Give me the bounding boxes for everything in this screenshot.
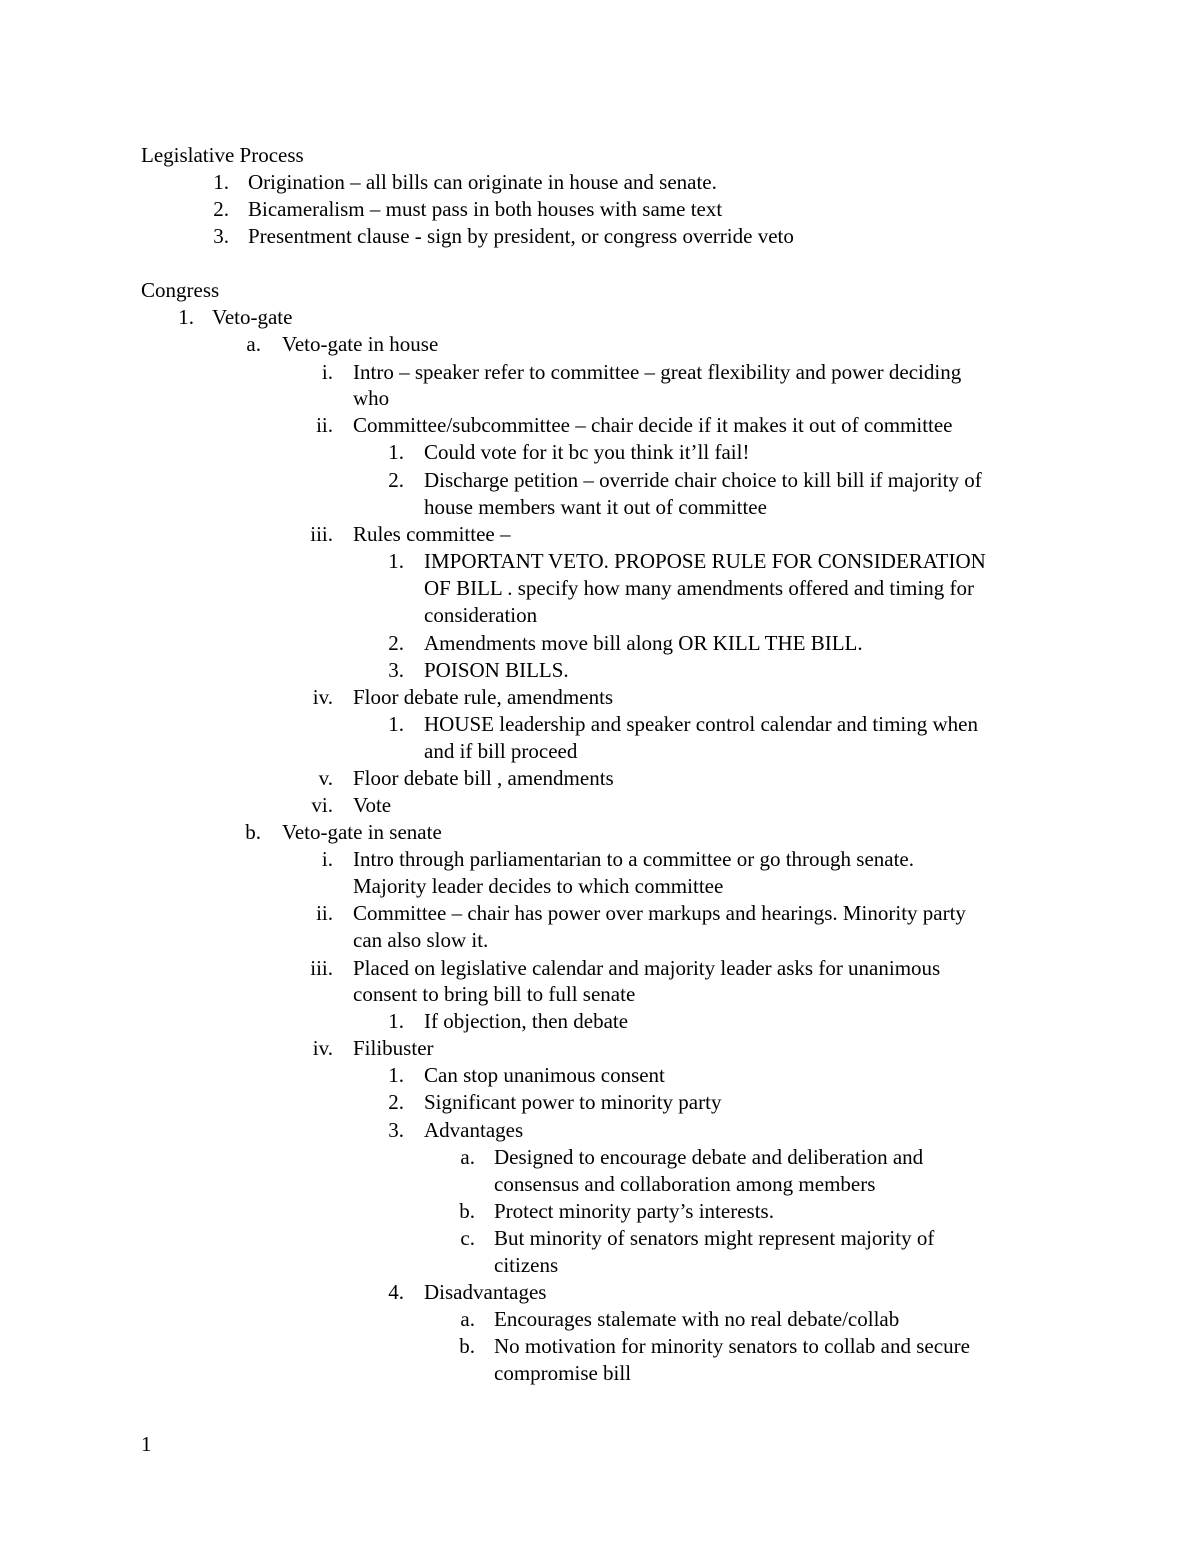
list-marker: b. xyxy=(459,1199,475,1223)
list-item-bicameralism: Bicameralism – must pass in both houses with same text xyxy=(248,197,723,221)
list-marker: a. xyxy=(460,1145,475,1169)
list-item-floor-debate-bill: Floor debate bill , amendments xyxy=(353,766,614,790)
section-heading-congress: Congress xyxy=(141,278,220,302)
list-item-designed-encourage-cont: consensus and collaboration among members xyxy=(494,1172,876,1196)
list-marker: i. xyxy=(321,847,333,871)
list-item-legislative-calendar-cont: consent to bring bill to full senate xyxy=(353,982,636,1006)
list-item-house-leadership: HOUSE leadership and speaker control calendar and timing when xyxy=(424,712,978,736)
list-item-origination: Origination – all bills can originate in house and senate. xyxy=(248,170,717,194)
list-item-house-leadership-cont: and if bill proceed xyxy=(424,739,578,763)
list-marker: iii. xyxy=(310,956,333,980)
list-item-disadvantages: Disadvantages xyxy=(424,1280,547,1304)
list-item-advantages: Advantages xyxy=(424,1118,524,1142)
list-marker: ii. xyxy=(316,413,333,437)
list-item-important-veto-cont: OF BILL . specify how many amendments offered and timing for xyxy=(424,576,974,600)
list-marker: 3. xyxy=(388,658,404,682)
list-marker: 1. xyxy=(388,1063,404,1087)
list-item-legislative-calendar: Placed on legislative calendar and majority leader asks for unanimous xyxy=(353,956,941,980)
list-marker: c. xyxy=(460,1226,475,1250)
list-marker: 1. xyxy=(213,170,229,194)
list-marker: 2. xyxy=(388,468,404,492)
list-item-veto-gate-senate: Veto-gate in senate xyxy=(282,820,442,844)
list-item-no-motivation: No motivation for minority senators to collab and secure xyxy=(494,1334,970,1358)
list-item-vote: Vote xyxy=(353,793,392,817)
list-marker: b. xyxy=(245,820,261,844)
list-marker: i. xyxy=(321,360,333,384)
list-marker: 1. xyxy=(388,712,404,736)
list-item-senate-intro-cont: Majority leader decides to which committee xyxy=(353,874,724,898)
list-item-important-veto-cont: consideration xyxy=(424,603,538,627)
list-item-stop-consent: Can stop unanimous consent xyxy=(424,1063,665,1087)
list-item-could-vote: Could vote for it bc you think it’ll fail! xyxy=(424,440,750,464)
list-item-rules-committee: Rules committee – xyxy=(353,522,511,546)
list-marker: 4. xyxy=(388,1280,404,1304)
list-item-veto-gate-house: Veto-gate in house xyxy=(282,332,439,356)
list-marker: 3. xyxy=(213,224,229,248)
list-item-discharge-petition: Discharge petition – override chair choice to kill bill if majority of xyxy=(424,468,982,492)
list-item-filibuster: Filibuster xyxy=(353,1036,434,1060)
list-marker: iv. xyxy=(312,1036,333,1060)
list-marker: iv. xyxy=(312,685,333,709)
page-number: 1 xyxy=(141,1432,152,1456)
list-item-if-objection: If objection, then debate xyxy=(424,1009,629,1033)
list-item-senate-committee-cont: can also slow it. xyxy=(353,928,489,952)
list-item-house-committee: Committee/subcommittee – chair decide if it makes it out of committee xyxy=(353,413,953,437)
section-heading-legislative-process: Legislative Process xyxy=(141,143,304,167)
list-marker: 3. xyxy=(388,1118,404,1142)
list-marker: vi. xyxy=(311,793,333,817)
list-marker: v. xyxy=(318,766,333,790)
list-marker: 1. xyxy=(388,1009,404,1033)
list-item-encourages-stalemate: Encourages stalemate with no real debate/collab xyxy=(494,1307,900,1331)
list-item-senate-intro: Intro through parliamentarian to a committee or go through senate. xyxy=(353,847,914,871)
list-item-designed-encourage: Designed to encourage debate and deliberation and xyxy=(494,1145,924,1169)
list-marker: ii. xyxy=(316,901,333,925)
list-marker: iii. xyxy=(310,522,333,546)
list-item-important-veto: IMPORTANT VETO. PROPOSE RULE FOR CONSIDERATION xyxy=(424,549,986,573)
list-marker: 2. xyxy=(388,1090,404,1114)
list-item-no-motivation-cont: compromise bill xyxy=(494,1361,632,1385)
list-item-poison-bills: POISON BILLS. xyxy=(424,658,569,682)
list-item-minority-senators-cont: citizens xyxy=(494,1253,559,1277)
list-marker: a. xyxy=(246,332,261,356)
list-marker: 1. xyxy=(178,305,194,329)
list-item-senate-committee: Committee – chair has power over markups and hearings. Minority party xyxy=(353,901,966,925)
list-item-amendments: Amendments move bill along OR KILL THE BILL. xyxy=(424,631,863,655)
list-item-veto-gate: Veto-gate xyxy=(212,305,293,329)
list-item-house-intro-cont: who xyxy=(353,386,390,410)
list-item-minority-senators: But minority of senators might represent majority of xyxy=(494,1226,935,1250)
list-item-discharge-petition-cont: house members want it out of committee xyxy=(424,495,767,519)
list-marker: 1. xyxy=(388,440,404,464)
list-item-protect-minority: Protect minority party’s interests. xyxy=(494,1199,774,1223)
list-marker: 1. xyxy=(388,549,404,573)
list-item-presentment: Presentment clause - sign by president, or congress override veto xyxy=(248,224,794,248)
list-item-floor-debate-rule: Floor debate rule, amendments xyxy=(353,685,614,709)
list-marker: b. xyxy=(459,1334,475,1358)
list-marker: 2. xyxy=(213,197,229,221)
list-marker: a. xyxy=(460,1307,475,1331)
list-item-house-intro: Intro – speaker refer to committee – great flexibility and power deciding xyxy=(353,360,962,384)
list-marker: 2. xyxy=(388,631,404,655)
list-item-significant-power: Significant power to minority party xyxy=(424,1090,722,1114)
